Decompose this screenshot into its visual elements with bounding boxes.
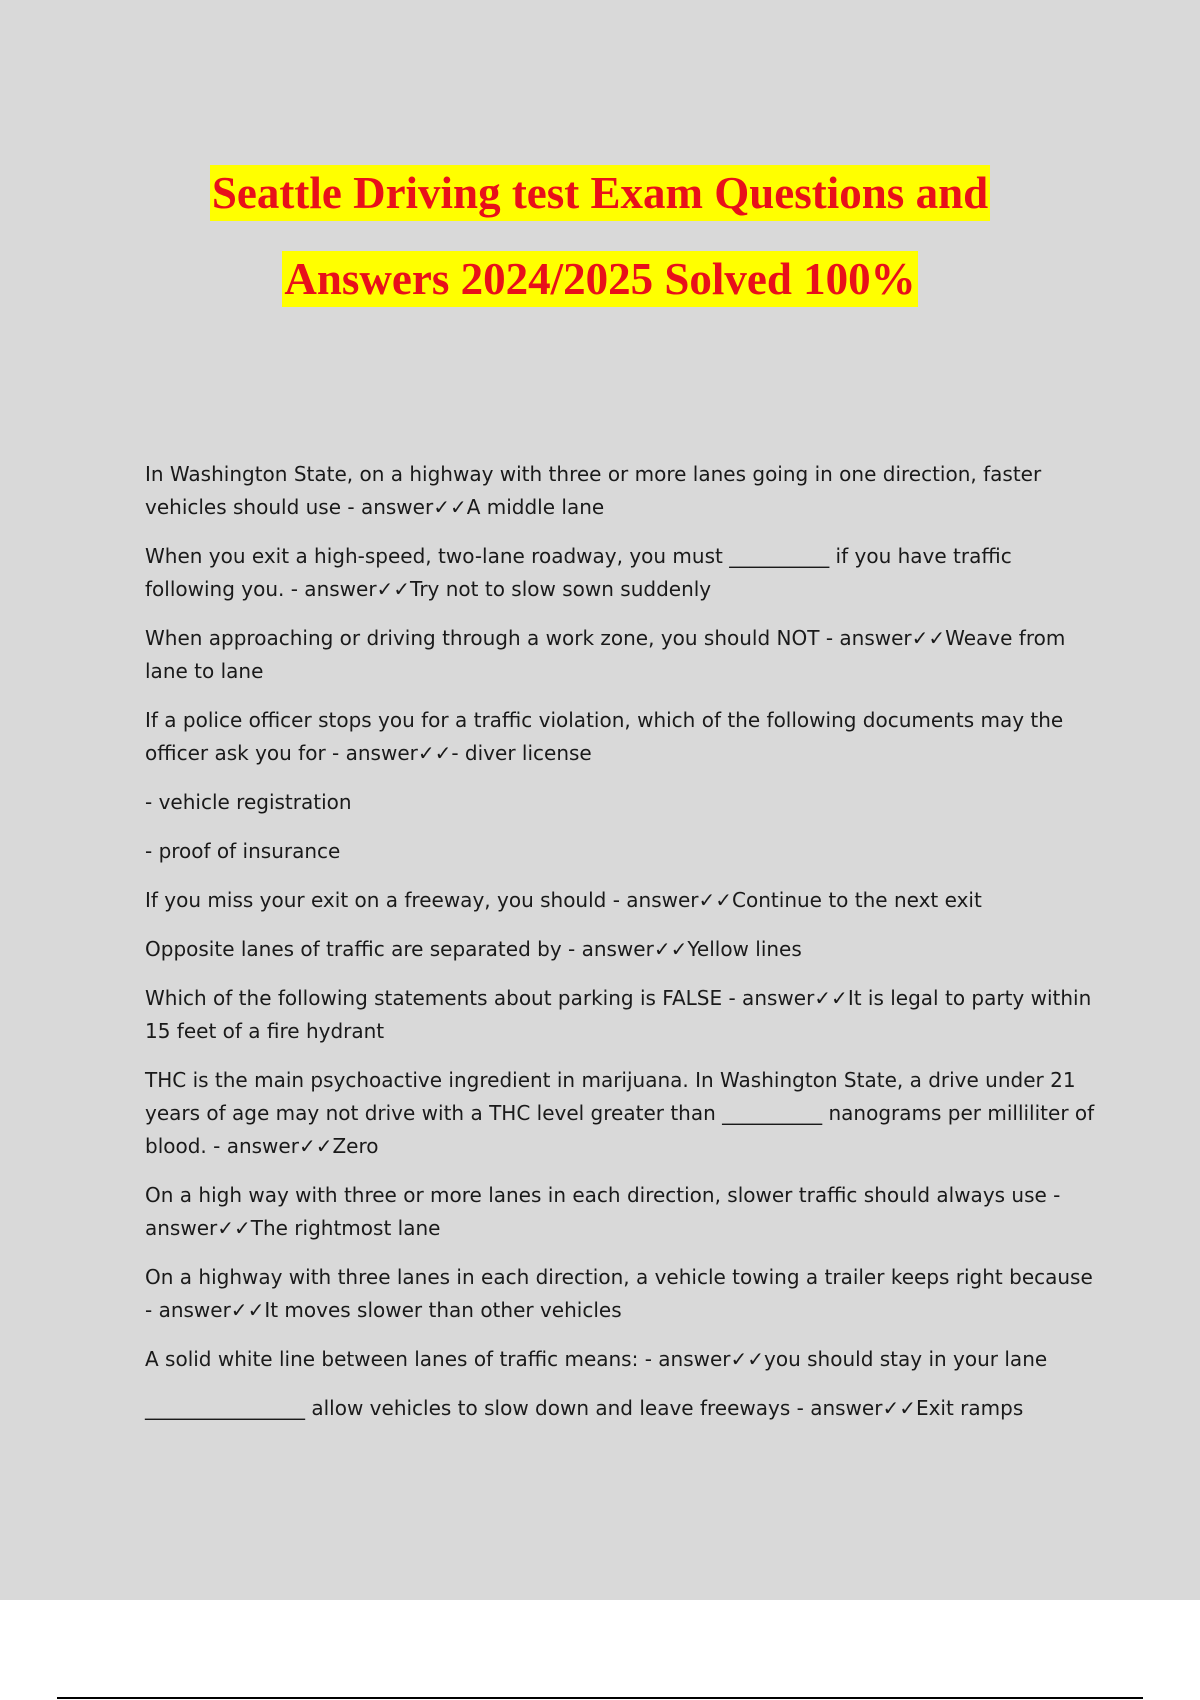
bottom-divider: [57, 1697, 1143, 1699]
qa-item: Opposite lanes of traffic are separated by - answer✓✓Yellow lines: [145, 937, 802, 961]
qa-item: On a highway with three lanes in each direction, a vehicle towing a trailer keeps right because - answer✓✓It moves slower than other vehicles: [145, 1265, 1093, 1322]
qa-item: THC is the main psychoactive ingredient in marijuana. In Washington State, a drive under 21 years of age may not drive with a THC level greater than __________ nanograms per milliliter of blood. - answer✓✓Zero: [145, 1068, 1095, 1158]
qa-item: When you exit a high-speed, two-lane roadway, you must __________ if you have traffic following you. - answer✓✓Try not to slow sown suddenly: [145, 544, 1012, 601]
qa-item: - proof of insurance: [145, 839, 341, 863]
qa-item: If a police officer stops you for a traffic violation, which of the following documents may the officer ask you for - answer✓✓- diver license: [145, 708, 1064, 765]
title-line-2: Answers 2024/2025 Solved 100%: [282, 251, 917, 307]
qa-item: On a high way with three or more lanes in each direction, slower traffic should always use - answer✓✓The rightmost lane: [145, 1183, 1061, 1240]
qa-item: If you miss your exit on a freeway, you should - answer✓✓Continue to the next exit: [145, 888, 982, 912]
document-title: [0, 165, 1200, 307]
qa-item: In Washington State, on a highway with three or more lanes going in one direction, faster vehicles should use - answer✓✓A middle lane: [145, 462, 1042, 519]
qa-item: When approaching or driving through a work zone, you should NOT - answer✓✓Weave from lane to lane: [145, 626, 1066, 683]
qa-item: Which of the following statements about parking is FALSE - answer✓✓It is legal to party within 15 feet of a fire hydrant: [145, 986, 1092, 1043]
qa-item: - vehicle registration: [145, 790, 352, 814]
question-answer-list: [145, 458, 1095, 1441]
title-line-1: Seattle Driving test Exam Questions and: [210, 165, 990, 221]
qa-item: ________________ allow vehicles to slow down and leave freeways - answer✓✓Exit ramps: [145, 1396, 1024, 1420]
qa-item: A solid white line between lanes of traffic means: - answer✓✓you should stay in your lane: [145, 1347, 1048, 1371]
